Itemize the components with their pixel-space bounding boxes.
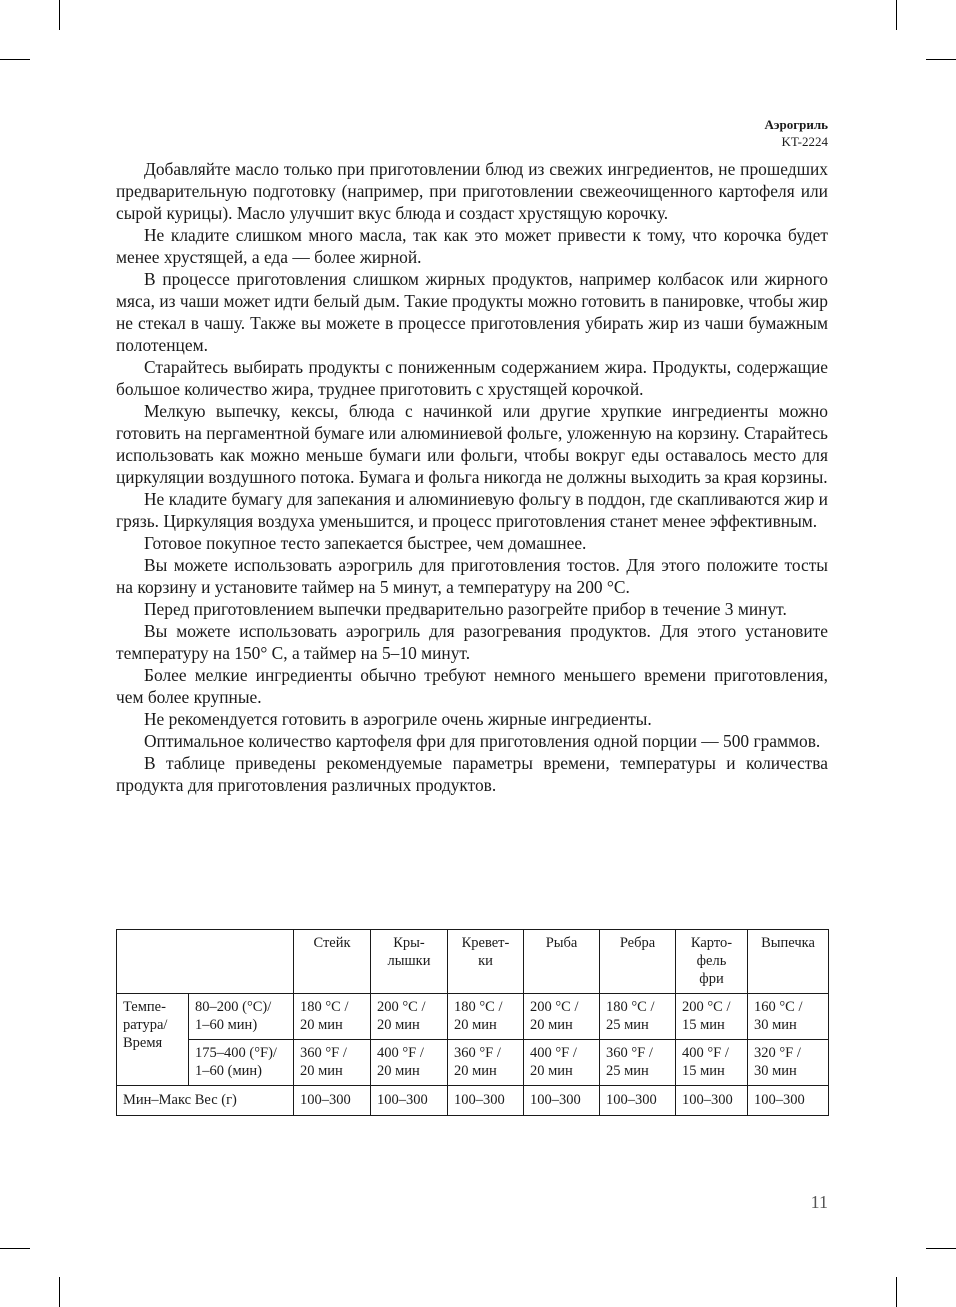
- paragraph: Перед приготовлением выпечки предварительно разогрейте прибор в течение 3 минут.: [144, 599, 787, 619]
- table-cell: 200 °С / 20 мин: [524, 994, 600, 1040]
- paragraph: Не кладите бумагу для запекания и алюминиевую фольгу в поддон, где скапливаются жир и грязь. Циркуляция воздуха уменьшится, и процесс приготовления станет менее эффективным.: [116, 489, 828, 531]
- cooking-parameters-table: [116, 929, 829, 1116]
- model-number: KT-2224: [781, 134, 828, 149]
- row-header: Мин–Макс Вес (г): [117, 1086, 294, 1116]
- paragraph: В таблице приведены рекомендуемые параметры времени, температуры и количества продукта для приготовления различных продуктов.: [116, 753, 828, 795]
- empty-header-cell: [117, 930, 294, 994]
- row-subheader: 80–200 (°С)/ 1–60 мин): [189, 994, 294, 1040]
- paragraph: Более мелкие ингредиенты обычно требуют немного меньшего времени приготовления, чем более крупные.: [116, 665, 828, 707]
- crop-mark: [59, 1277, 60, 1307]
- paragraph: Не рекомендуется готовить в аэрогриле очень жирные ингредиенты.: [144, 709, 652, 729]
- table-cell: 100–300: [524, 1086, 600, 1116]
- table-cell: 100–300: [748, 1086, 829, 1116]
- running-header: [764, 116, 828, 150]
- row-header: Темпе- ратура/ Время: [117, 994, 189, 1086]
- body-text: [116, 158, 828, 796]
- table-cell: 200 °С / 20 мин: [371, 994, 448, 1040]
- table-cell: 400 °F / 20 мин: [524, 1040, 600, 1086]
- table-header-row: [117, 930, 829, 994]
- paragraph: Старайтесь выбирать продукты с пониженным содержанием жира. Продукты, содержащие большое количество жира, труднее приготовить с хрустящей корочкой.: [116, 357, 828, 399]
- table-row: [117, 1040, 829, 1086]
- crop-mark: [59, 0, 60, 30]
- paragraph: Вы можете использовать аэрогриль для разогревания продуктов. Для этого установите температуру на 150° С, а таймер на 5–10 минут.: [116, 621, 828, 663]
- paragraph: Мелкую выпечку, кексы, блюда с начинкой или другие хрупкие ингредиенты можно готовить на пергаментной бумаге или алюминиевой фольге, уложенную на корзину. Старайтесь использовать как можно меньше бумаги или фольги, чтобы вокруг еды оставалось место для циркуляции воздушного потока. Бумага и фольга никогда не должны выходить за края корзины.: [116, 401, 828, 487]
- table-cell: 100–300: [448, 1086, 524, 1116]
- table-cell: 360 °F / 20 мин: [448, 1040, 524, 1086]
- paragraph: Оптимальное количество картофеля фри для приготовления одной порции — 500 граммов.: [144, 731, 821, 751]
- paragraph: Добавляйте масло только при приготовлении блюд из свежих ингредиентов, не прошедших предварительную подготовку (например, при приготовлении свежеочищенного картофеля или сырой курицы). Масло улучшит вкус блюда и создаст хрустящую корочку.: [116, 159, 828, 223]
- table-row: [117, 994, 829, 1040]
- table-row: [117, 1086, 829, 1116]
- table-cell: 400 °F / 20 мин: [371, 1040, 448, 1086]
- product-title: Аэрогриль: [764, 117, 828, 132]
- paragraph: Готовое покупное тесто запекается быстрее, чем домашнее.: [144, 533, 587, 553]
- table-cell: 100–300: [294, 1086, 371, 1116]
- table-cell: 360 °F / 25 мин: [600, 1040, 676, 1086]
- column-header: Стейк: [294, 930, 371, 994]
- column-header: Кры- лышки: [371, 930, 448, 994]
- column-header: Выпечка: [748, 930, 829, 994]
- crop-mark: [896, 0, 897, 30]
- table-cell: 180 °С / 20 мин: [448, 994, 524, 1040]
- crop-mark: [926, 1248, 956, 1249]
- column-header: Ребра: [600, 930, 676, 994]
- table-cell: 180 °С / 25 мин: [600, 994, 676, 1040]
- column-header: Рыба: [524, 930, 600, 994]
- crop-mark: [0, 1248, 30, 1249]
- paragraph: Не кладите слишком много масла, так как это может привести к тому, что корочка будет менее хрустящей, а еда — более жирной.: [116, 225, 828, 267]
- table-cell: 160 °С / 30 мин: [748, 994, 829, 1040]
- crop-mark: [0, 59, 30, 60]
- table-cell: 320 °F / 30 мин: [748, 1040, 829, 1086]
- table-cell: 180 °С / 20 мин: [294, 994, 371, 1040]
- row-subheader: 175–400 (°F)/ 1–60 (мин): [189, 1040, 294, 1086]
- column-header: Кревет- ки: [448, 930, 524, 994]
- crop-mark: [896, 1277, 897, 1307]
- column-header: Карто- фель фри: [676, 930, 748, 994]
- paragraph: Вы можете использовать аэрогриль для приготовления тостов. Для этого положите тосты на корзину и установите таймер на 5 минут, а температуру на 200 °С.: [116, 555, 828, 597]
- table-cell: 100–300: [676, 1086, 748, 1116]
- table-cell: 400 °F / 15 мин: [676, 1040, 748, 1086]
- table-cell: 200 °С / 15 мин: [676, 994, 748, 1040]
- table-cell: 360 °F / 20 мин: [294, 1040, 371, 1086]
- crop-mark: [926, 59, 956, 60]
- table-cell: 100–300: [600, 1086, 676, 1116]
- table-cell: 100–300: [371, 1086, 448, 1116]
- page-number: 11: [810, 1192, 828, 1212]
- paragraph: В процессе приготовления слишком жирных продуктов, например колбасок или жирного мяса, из чаши может идти белый дым. Такие продукты можно готовить в панировке, чтобы жир не стекал в чашу. Также вы можете в процессе приготовления убирать жир из чаши бумажным полотенцем.: [116, 269, 828, 355]
